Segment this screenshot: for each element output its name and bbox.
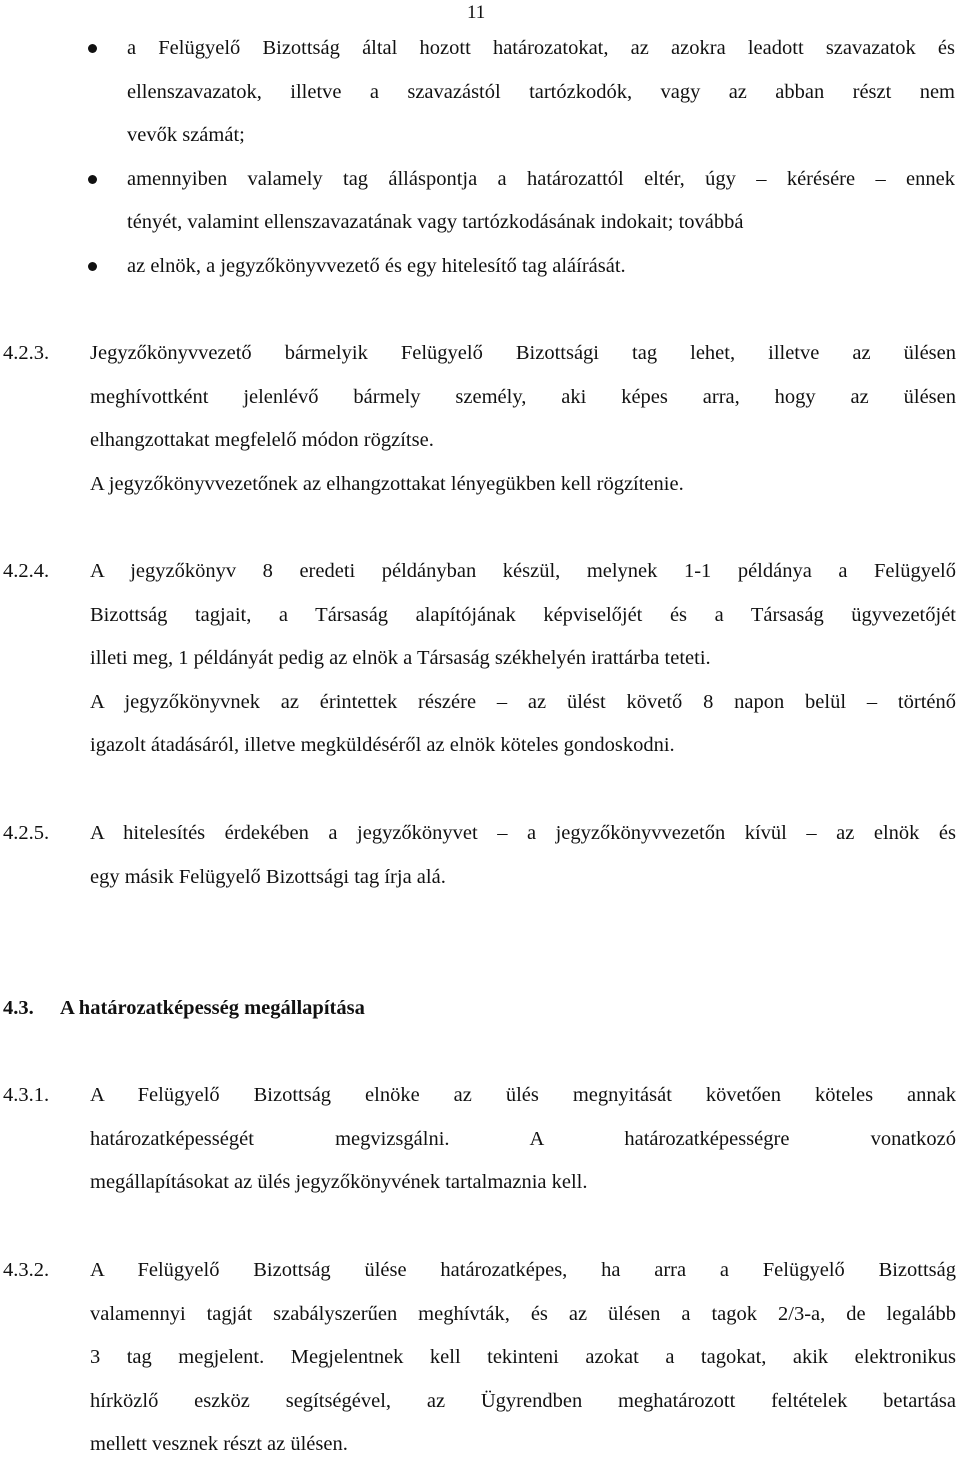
text-line: A Felügyelő Bizottság ülése határozatképes, ha arra a Felügyelő Bizottság xyxy=(90,1259,956,1281)
text-line: meghívottként jelenlévő bármely személy, aki képes arra, hogy az ülésen xyxy=(90,385,956,408)
text-line: Jegyzőkönyvvezető bármelyik Felügyelő Bizottsági tag lehet, illetve az ülésen xyxy=(90,342,956,364)
page-number: 11 xyxy=(467,2,486,23)
section-heading-4-3 xyxy=(0,987,960,1031)
text-line: megállapításokat az ülés jegyzőkönyvének tartalmaznia kell. xyxy=(90,1171,588,1193)
text-line: A jegyzőkönyvnek az érintettek részére – az ülést követő 8 napon belül – történő xyxy=(90,690,956,713)
text-line: mellett vesznek részt az ülésen. xyxy=(90,1433,348,1455)
text-line: A jegyzőkönyv 8 eredeti példányban készül, melynek 1-1 példánya a Felügyelő xyxy=(90,560,956,582)
text-line: elhangzottakat megfelelő módon rögzítse. xyxy=(90,429,434,451)
text-line: vevők számát; xyxy=(127,124,245,146)
section-4-3-2 xyxy=(0,1249,960,1467)
section-number: 4.3. xyxy=(3,997,34,1019)
text-line: tényét, valamint ellenszavazatának vagy tartózkodásának indokait; továbbá xyxy=(127,211,744,233)
text-line: illeti meg, 1 példányát pedig az elnök a Társaság székhelyén irattárba teteti. xyxy=(90,647,711,669)
text-line: A hitelesítés érdekében a jegyzőkönyvet – a jegyzőkönyvvezetőn kívül – az elnök és xyxy=(90,822,956,844)
text-line: egy másik Felügyelő Bizottsági tag írja alá. xyxy=(90,865,446,888)
bullet-item xyxy=(0,27,960,158)
bullet-item xyxy=(0,245,960,289)
section-number: 4.2.5. xyxy=(3,822,50,844)
section-number: 4.3.2. xyxy=(3,1259,50,1281)
text-line: igazolt átadásáról, illetve megküldéséről az elnök köteles gondoskodni. xyxy=(90,734,675,756)
section-number: 4.2.4. xyxy=(3,560,50,582)
text-line: valamennyi tagját szabályszerűen meghívták, és az ülésen a tagok 2/3-a, de legalább xyxy=(90,1302,956,1325)
bullet-dot-icon xyxy=(88,175,97,184)
section-number: 4.3.1. xyxy=(3,1084,50,1106)
text-line: A Felügyelő Bizottság elnöke az ülés megnyitását követően köteles annak xyxy=(90,1084,956,1106)
text-line: A jegyzőkönyvvezetőnek az elhangzottakat lényegükben kell rögzítenie. xyxy=(90,472,684,495)
bullet-list xyxy=(0,27,960,288)
text-line: 3 tag megjelent. Megjelentnek kell tekinteni azokat a tagokat, akik elektronikus xyxy=(90,1346,956,1368)
bullet-dot-icon xyxy=(88,262,97,271)
text-line: ellenszavazatok, illetve a szavazástól tartózkodók, vagy az abban részt nem xyxy=(127,80,955,103)
text-line: amennyiben valamely tag álláspontja a határozattól eltér, úgy – kérésére – ennek xyxy=(127,167,955,190)
section-4-3-1 xyxy=(0,1074,960,1205)
bullet-item xyxy=(0,158,960,245)
section-number: 4.2.3. xyxy=(3,342,50,364)
section-4-2-5 xyxy=(0,812,960,899)
text-line: hírközlő eszköz segítségével, az Ügyrendben meghatározott feltételek betartása xyxy=(90,1389,956,1412)
text-line: határozatképességét megvizsgálni. A határozatképességre vonatkozó xyxy=(90,1127,956,1150)
section-4-2-3 xyxy=(0,332,960,506)
text-line: Bizottság tagjait, a Társaság alapítójának képviselőjét és a Társaság ügyvezetőjét xyxy=(90,603,956,626)
text-line: a Felügyelő Bizottság által hozott határozatokat, az azokra leadott szavazatok és xyxy=(127,37,955,59)
text-line: az elnök, a jegyzőkönyvvezető és egy hitelesítő tag aláírását. xyxy=(127,254,626,277)
section-heading: A határozatképesség megállapítása xyxy=(60,997,365,1019)
section-4-2-4 xyxy=(0,550,960,768)
bullet-dot-icon xyxy=(88,44,97,53)
